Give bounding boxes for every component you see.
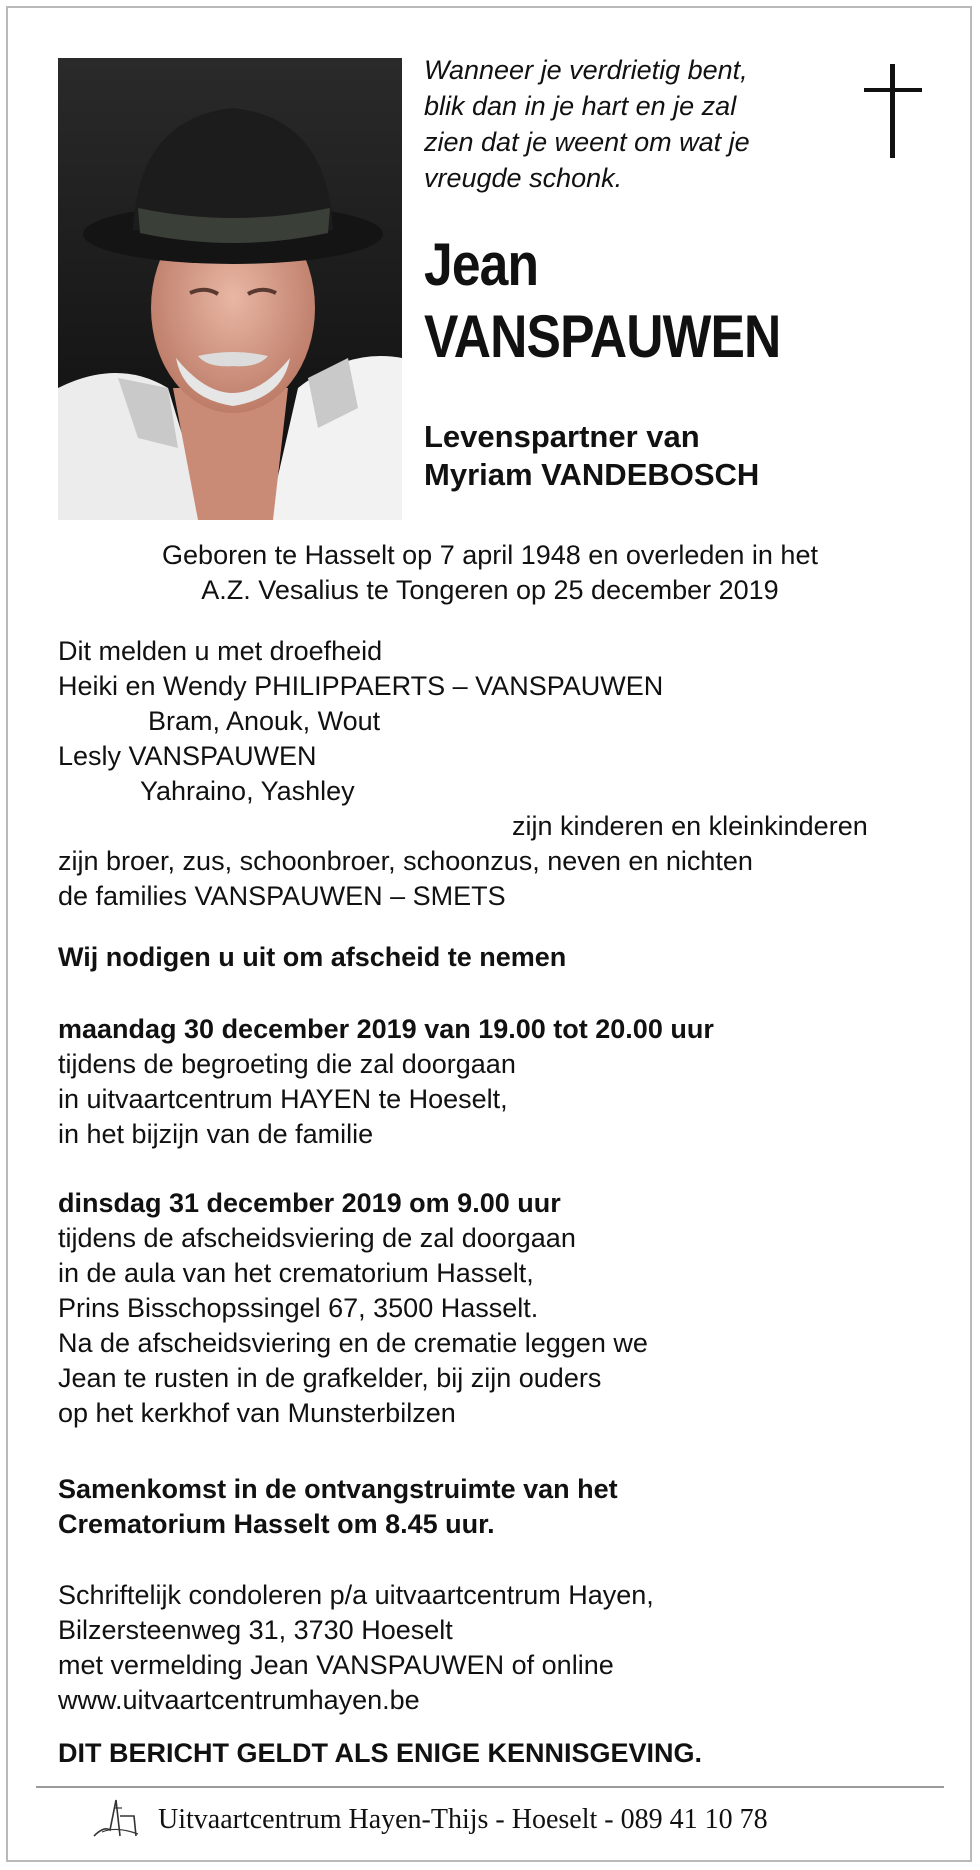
condolence-line: met vermelding Jean VANSPAUWEN of online — [58, 1650, 614, 1680]
poem-line: Wanneer je verdrietig bent, — [424, 55, 748, 85]
condolence-line: Bilzersteenweg 31, 3730 Hoeselt — [58, 1615, 453, 1645]
ceremony-line: Jean te rusten in de grafkelder, bij zijn ouders — [58, 1363, 602, 1393]
deceased-last-name: VANSPAUWEN — [424, 303, 781, 370]
family-line: zijn broer, zus, schoonbroer, schoonzus, neven en nichten — [58, 846, 753, 876]
gathering-line: Crematorium Hasselt om 8.45 uur. — [58, 1509, 495, 1539]
family-line: Lesly VANSPAUWEN — [58, 741, 317, 771]
birth-line: Geboren te Hasselt op 7 april 1948 en overleden in het — [162, 540, 818, 570]
poem — [424, 52, 844, 196]
poem-line: blik dan in je hart en je zal — [424, 91, 737, 121]
footer-divider — [36, 1786, 944, 1788]
ceremony-line: Na de afscheidsviering en de crematie leggen we — [58, 1328, 648, 1358]
condolence-info — [58, 1578, 938, 1718]
ceremony-line: tijdens de afscheidsviering de zal doorgaan — [58, 1223, 576, 1253]
deceased-first-name: Jean — [424, 231, 539, 298]
family-line: de families VANSPAUWEN – SMETS — [58, 881, 506, 911]
visitation-heading: maandag 30 december 2019 van 19.00 tot 20.00 uur — [58, 1014, 714, 1044]
visitation-section — [58, 1012, 938, 1152]
footer-funeral-home: Uitvaartcentrum Hayen-Thijs - Hoeselt - 089 41 10 78 — [158, 1804, 768, 1835]
ceremony-line: op het kerkhof van Munsterbilzen — [58, 1398, 456, 1428]
family-line: Yahraino, Yashley — [140, 776, 355, 806]
portrait-photo — [58, 58, 402, 520]
ceremony-section — [58, 1186, 938, 1431]
invitation-heading: Wij nodigen u uit om afscheid te nemen — [58, 942, 567, 972]
ceremony-heading: dinsdag 31 december 2019 om 9.00 uur — [58, 1188, 561, 1218]
poem-line: zien dat je weent om wat je — [424, 127, 750, 157]
condolence-link[interactable]: www.uitvaartcentrumhayen.be — [58, 1685, 420, 1715]
family-line: zijn kinderen en kleinkinderen — [512, 811, 868, 841]
funeral-home-logo-icon — [90, 1796, 142, 1842]
visitation-line: in het bijzijn van de familie — [58, 1119, 374, 1149]
gathering-info — [58, 1472, 938, 1542]
partner-line: Levenspartner van — [424, 419, 700, 454]
partner-info — [424, 418, 759, 494]
visitation-line: tijdens de begroeting die zal doorgaan — [58, 1049, 516, 1079]
visitation-line: in uitvaartcentrum HAYEN te Hoeselt, — [58, 1084, 508, 1114]
ceremony-line: in de aula van het crematorium Hasselt, — [58, 1258, 534, 1288]
family-line: Bram, Anouk, Wout — [148, 706, 381, 736]
cross-icon — [864, 64, 922, 158]
family-line: Heiki en Wendy PHILIPPAERTS – VANSPAUWEN — [58, 671, 664, 701]
condolence-line: Schriftelijk condoleren p/a uitvaartcentrum Hayen, — [58, 1580, 654, 1610]
birth-line: A.Z. Vesalius te Tongeren op 25 december 2019 — [201, 575, 779, 605]
family-list — [58, 634, 938, 914]
ceremony-line: Prins Bisschopssingel 67, 3500 Hasselt. — [58, 1293, 539, 1323]
birth-death-info — [0, 538, 980, 608]
partner-line: Myriam VANDEBOSCH — [424, 457, 760, 492]
family-intro: Dit melden u met droefheid — [58, 636, 383, 666]
gathering-line: Samenkomst in de ontvangstruimte van het — [58, 1474, 618, 1504]
poem-line: vreugde schonk. — [424, 163, 623, 193]
notice: DIT BERICHT GELDT ALS ENIGE KENNISGEVING. — [58, 1738, 703, 1768]
